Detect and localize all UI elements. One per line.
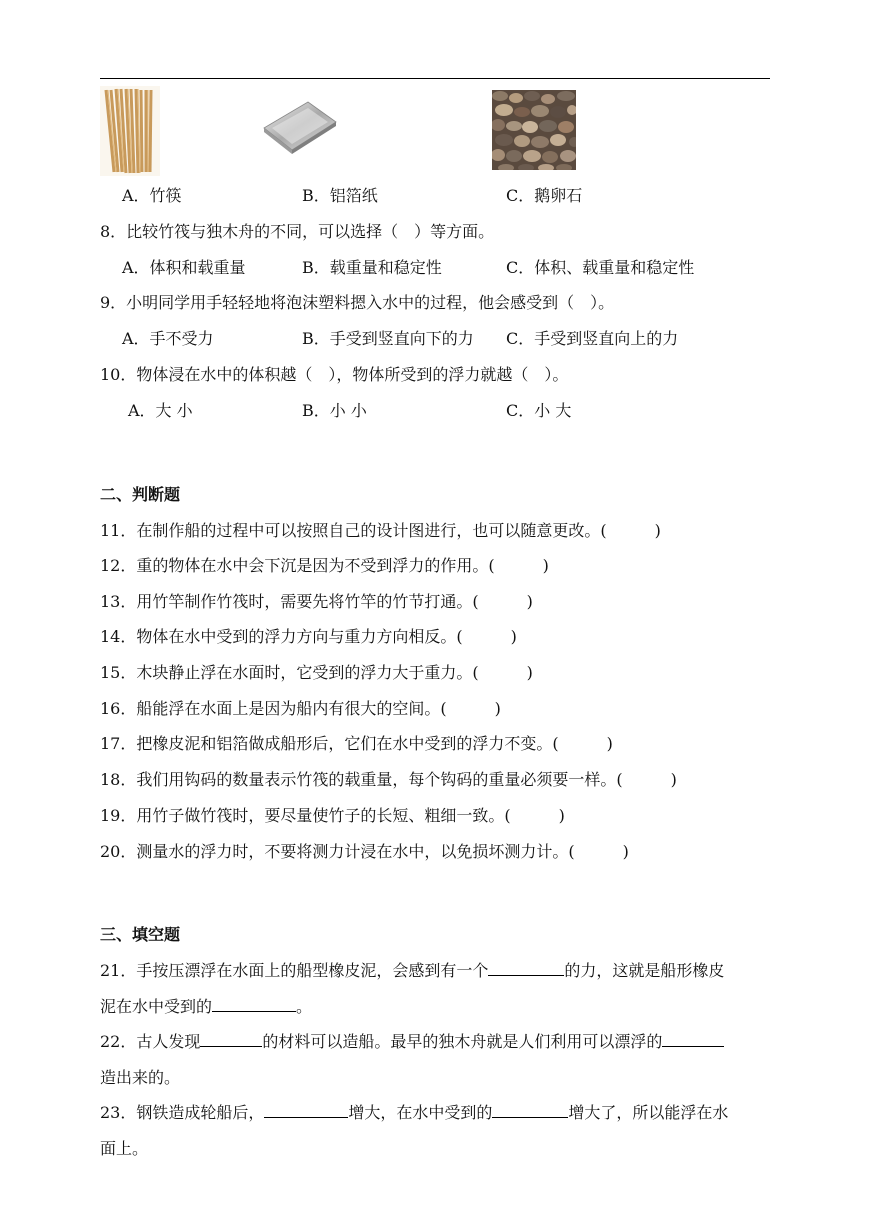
q8-option-c: C．体积、载重量和稳定性 (506, 258, 695, 277)
judge-item-16: 16．船能浮在水面上是因为船内有很大的空间。( ) (100, 699, 501, 718)
fill-item-23-line1 (100, 1103, 728, 1123)
fill-21-blank-1[interactable] (488, 961, 564, 976)
section2-title: 二、判断题 (100, 485, 181, 504)
judge-item-14: 14．物体在水中受到的浮力方向与重力方向相反。( ) (100, 627, 517, 646)
fill-23-blank-1[interactable] (264, 1103, 348, 1118)
judge-item-11: 11．在制作船的过程中可以按照自己的设计图进行，也可以随意更改。( ) (100, 521, 661, 540)
judge-item-15: 15．木块静止浮在水面时，它受到的浮力大于重力。( ) (100, 663, 533, 682)
judge-item-13: 13．用竹竿制作竹筏时，需要先将竹竿的竹节打通。( ) (100, 592, 533, 611)
q8-option-a: A．体积和载重量 (122, 258, 246, 277)
fill-item-22-line1 (100, 1032, 724, 1052)
q7-option-c: C．鹅卵石 (506, 186, 583, 205)
fill-23-text-2: 增大，在水中受到的 (348, 1103, 493, 1122)
fill-21-text-4: 。 (296, 997, 313, 1016)
q9-option-a: A．手不受力 (122, 329, 214, 348)
q10-option-a: A．大 小 (128, 401, 193, 420)
judge-item-17: 17．把橡皮泥和铝箔做成船形后，它们在水中受到的浮力不变。( ) (100, 734, 613, 753)
fill-22-text-1: 22．古人发现 (100, 1032, 201, 1051)
judge-item-12: 12．重的物体在水中会下沉是因为不受到浮力的作用。( ) (100, 556, 549, 575)
fill-item-21-line1 (100, 961, 724, 981)
fill-23-text-1: 23．钢铁造成轮船后， (100, 1103, 265, 1122)
fill-22-blank-2[interactable] (662, 1032, 724, 1047)
q9-option-b: B．手受到竖直向下的力 (302, 329, 474, 348)
aluminum-foil-image (262, 100, 338, 156)
q10-option-b: B．小 小 (302, 401, 367, 420)
fill-21-text-1: 21．手按压漂浮在水面上的船型橡皮泥，会感到有一个 (100, 961, 489, 980)
q7-option-b: B．铝箔纸 (302, 186, 378, 205)
fill-21-text-3: 泥在水中受到的 (100, 997, 213, 1016)
judge-item-18: 18．我们用钩码的数量表示竹筏的载重量，每个钩码的重量必须要一样。( ) (100, 770, 677, 789)
q10-stem: 10．物体浸在水中的体积越（ ），物体所受到的浮力就越（ ）。 (100, 365, 569, 384)
q8-stem: 8．比较竹筏与独木舟的不同，可以选择（ ）等方面。 (100, 222, 495, 241)
q8-option-b: B．载重量和稳定性 (302, 258, 442, 277)
fill-23-blank-2[interactable] (492, 1103, 568, 1118)
chopsticks-image (100, 86, 160, 176)
fill-23-line2: 面上。 (100, 1139, 149, 1158)
fill-23-text-3: 增大了，所以能浮在水 (568, 1103, 729, 1122)
header-rule (100, 78, 770, 79)
judge-item-20: 20．测量水的浮力时，不要将测力计浸在水中，以免损坏测力计。( ) (100, 842, 629, 861)
q10-option-c: C．小 大 (506, 401, 572, 420)
q9-stem: 9．小明同学用手轻轻地将泡沫塑料摁入水中的过程，他会感受到（ ）。 (100, 293, 615, 312)
fill-21-text-2: 的力，这就是船形橡皮 (564, 961, 725, 980)
q7-option-a: A．竹筷 (122, 186, 182, 205)
fill-21-blank-2[interactable] (212, 997, 296, 1012)
pebbles-image (492, 90, 576, 170)
q9-option-c: C．手受到竖直向上的力 (506, 329, 679, 348)
fill-22-blank-1[interactable] (200, 1032, 262, 1047)
fill-item-21-line2 (100, 997, 312, 1017)
fill-22-line2: 造出来的。 (100, 1068, 181, 1087)
judge-item-19: 19．用竹子做竹筏时，要尽量使竹子的长短、粗细一致。( ) (100, 806, 565, 825)
fill-22-text-2: 的材料可以造船。最早的独木舟就是人们利用可以漂浮的 (262, 1032, 663, 1051)
section3-title: 三、填空题 (100, 925, 181, 944)
